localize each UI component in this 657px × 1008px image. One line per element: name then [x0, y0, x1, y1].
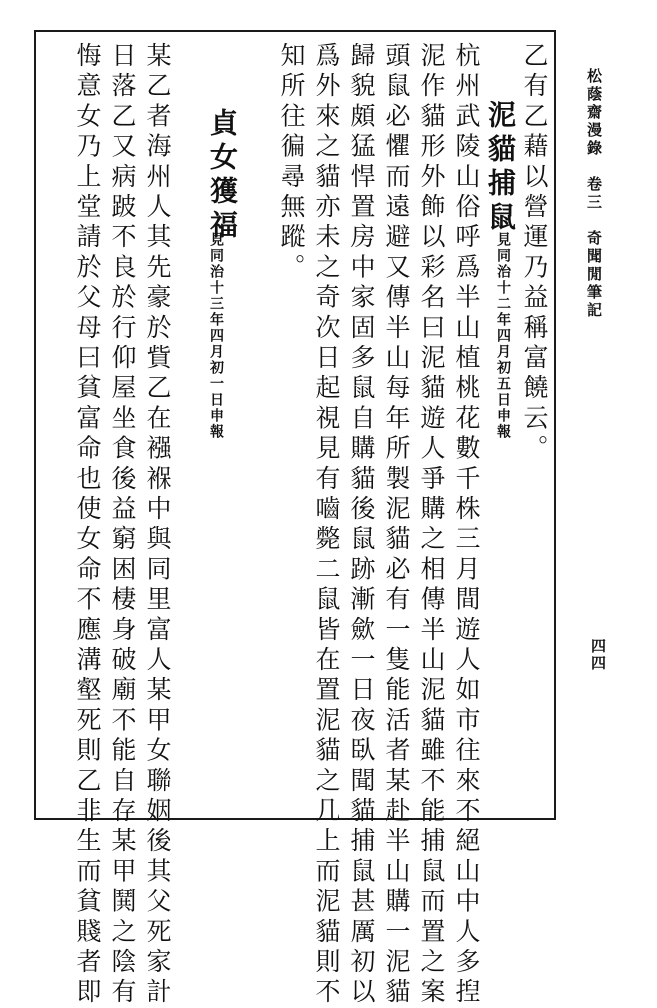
body-column: 日落乙又病跛不良於行仰屋坐食後益窮困棲身破廟不能自存某甲鬨之陰有 — [108, 42, 137, 1008]
body-column: 頭鼠必懼而遠避又傳半山每年所製泥貓必有一隻能活者某赴半山購一泥貓 — [382, 42, 411, 1008]
body-column: 爲外來之貓亦未之奇次日起視見有嚙斃二鼠皆在置泥貓之几上而泥貓則不 — [312, 42, 341, 1008]
body-column: 乙有乙藉以營運乃益稱富饒云。 — [520, 42, 549, 465]
running-header — [586, 68, 601, 320]
source-note: 見同治十二年四月初五日申報 — [495, 232, 511, 440]
article-title: 貞女獲福 — [206, 108, 239, 244]
source-note: 見同治十三年四月初一日申報 — [208, 232, 224, 440]
book-title: 松蔭齋漫錄 — [585, 68, 603, 158]
body-column: 歸貌頗猛悍置房中家固多鼠自購貓後鼠跡漸歛一日夜臥聞貓捕鼠甚厲初以 — [347, 42, 376, 1008]
page-number: 四四 — [589, 638, 607, 672]
body-column: 悔意女乃上堂請於父母曰貧富命也使女命不應溝壑死則乙非生而貧賤者即 — [73, 42, 102, 1008]
volume-label: 卷三 — [585, 176, 603, 212]
body-column: 杭州武陵山俗呼爲半山植桃花數千株三月間遊人如市往來不絕山中人多揑 — [452, 42, 481, 1008]
article-title: 泥貓捕鼠 — [484, 100, 517, 236]
section-title: 奇聞閒筆記 — [585, 230, 603, 320]
body-column: 泥作貓形外飾以彩名曰泥貓遊人爭購之相傳半山泥貓雖不能捕鼠而置之案 — [417, 42, 446, 1008]
body-column: 某乙者海州人其先豪於貲乙在襁褓中與同里富人某甲女聯姻後其父死家計 — [143, 42, 172, 1008]
body-column: 知所往徧尋無蹤。 — [277, 42, 306, 284]
